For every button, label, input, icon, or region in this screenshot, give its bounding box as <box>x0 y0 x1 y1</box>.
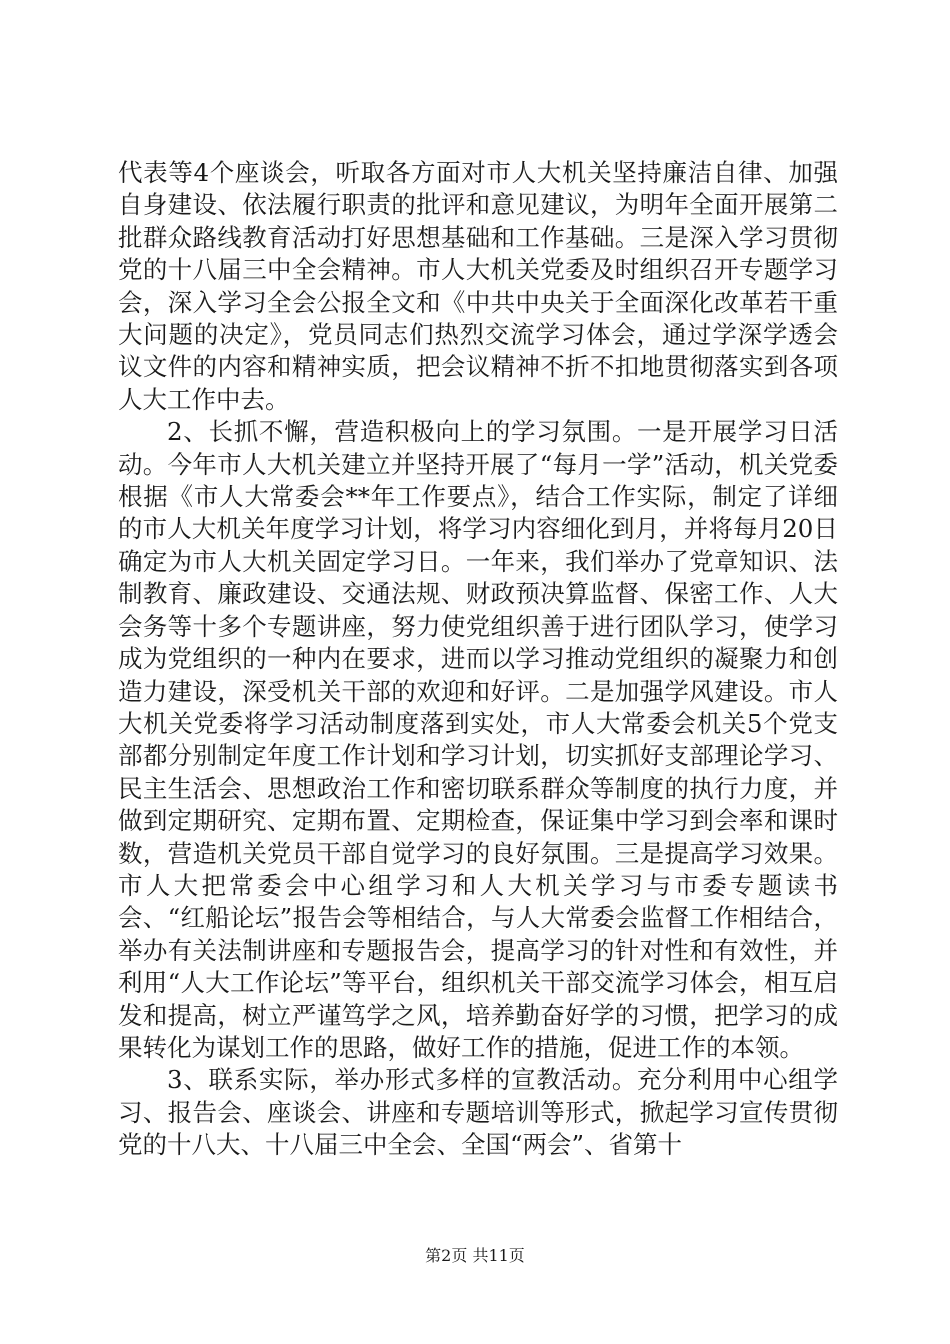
paragraph-2: 2、长抓不懈，营造积极向上的学习氛围。一是开展学习日活动。今年市人大机关建立并坚持开展了“每月一学”活动，机关党委根据《市人大常委会**年工作要点》，结合工作实际，制定了详细的市人大机关年度学习计划，将学习内容细化到月，并将每月20日确定为市人大机关固定学习日。一年来，我们举办了党章知识、法制教育、廉政建设、交通法规、财政预决算监督、保密工作、人大会务等十多个专题讲座，努力使党组织善于进行团队学习，使学习成为党组织的一种内在要求，进而以学习推动党组织的凝聚力和创造力建设，深受机关干部的欢迎和好评。二是加强学风建设。市人大机关党委将学习活动制度落到实处，市人大常委会机关5个党支部都分别制定年度工作计划和学习计划，切实抓好支部理论学习、民主生活会、思想政治工作和密切联系群众等制度的执行力度，并做到定期研究、定期布置、定期检查，保证集中学习到会率和课时数，营造机关党员干部自觉学习的良好氛围。三是提高学习效果。市人大把常委会中心组学习和人大机关学习与市委专题读书会、“红船论坛”报告会等相结合，与人大常委会监督工作相结合，举办有关法制讲座和专题报告会，提高学习的针对性和有效性，并利用“人大工作论坛”等平台，组织机关干部交流学习体会，相互启发和提高，树立严谨笃学之风，培养勤奋好学的习惯，把学习的成果转化为谋划工作的思路，做好工作的措施，促进工作的本领。 <box>118 417 838 1062</box>
page-footer: 第2页 共11页 <box>425 1246 525 1265</box>
paragraph-3: 3、联系实际，举办形式多样的宣教活动。充分利用中心组学习、报告会、座谈会、讲座和专题培训等形式，掀起学习宣传贯彻党的十八大、十八届三中全会、全国“两会”、省第十 <box>118 1065 838 1160</box>
document-body <box>118 157 838 1162</box>
paragraph-1: 代表等4个座谈会，听取各方面对市人大机关坚持廉洁自律、加强自身建设、依法履行职责的批评和意见建议，为明年全面开展第二批群众路线教育活动打好思想基础和工作基础。三是深入学习贯彻党的十八届三中全会精神。市人大机关党委及时组织召开专题学习会，深入学习全会公报全文和《中共中央关于全面深化改革若干重大问题的决定》，党员同志们热烈交流学习体会，通过学深学透会议文件的内容和精神实质，把会议精神不折不扣地贯彻落实到各项人大工作中去。 <box>118 158 838 414</box>
